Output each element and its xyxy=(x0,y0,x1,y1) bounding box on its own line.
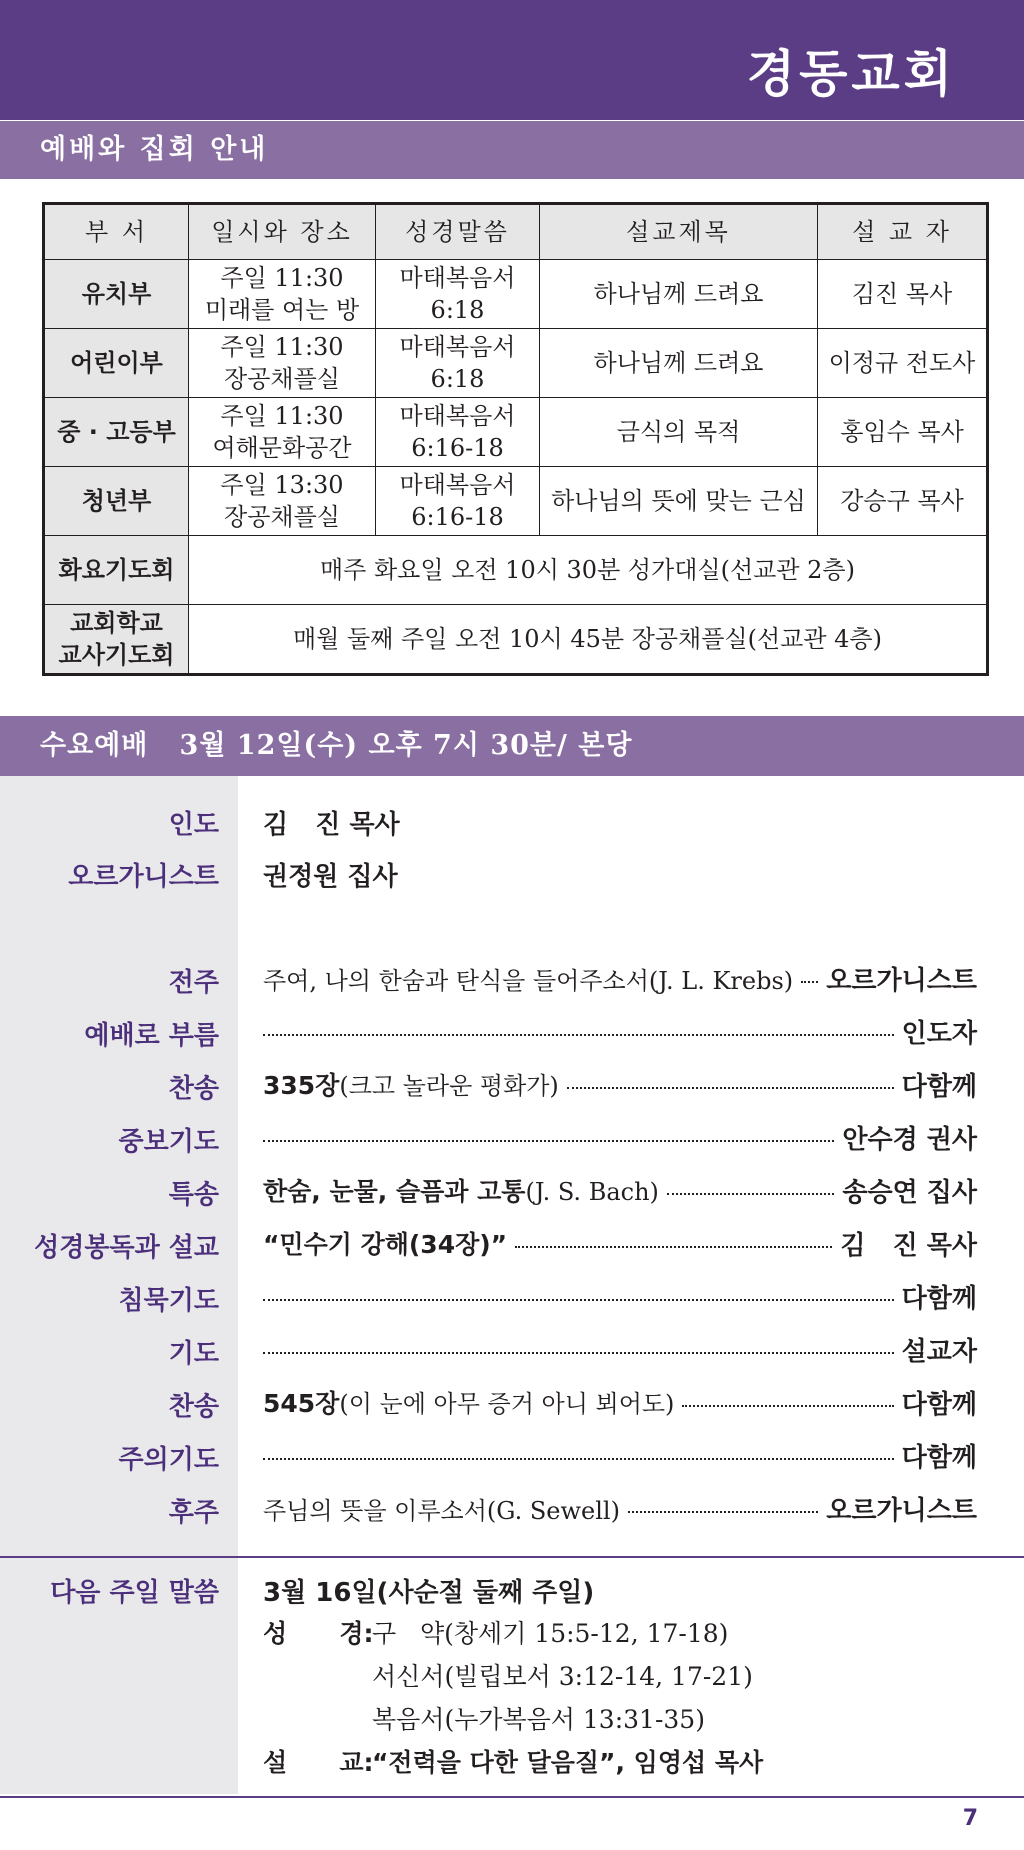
order-label: 주의기도 xyxy=(118,1445,219,1475)
order-line xyxy=(263,961,977,995)
order-who: 다함께 xyxy=(901,1389,977,1420)
order-who: 설교자 xyxy=(901,1336,977,1367)
place-text: 장공채플실 xyxy=(224,503,340,531)
order-who: 다함께 xyxy=(901,1283,977,1314)
order-who: 인도자 xyxy=(901,1018,977,1049)
order-label: 성경봉독과 설교 xyxy=(34,1233,219,1263)
header-sermon-title: 설교제목 xyxy=(540,204,818,260)
scripture-label: 성 경: xyxy=(263,1619,374,1648)
order-line xyxy=(263,1438,977,1472)
leader-dots xyxy=(263,1299,894,1301)
leader-dots xyxy=(682,1405,893,1407)
order-item-bold: 한숨, 눈물, 슬픔과 고통 xyxy=(263,1177,526,1206)
order-who: 안수경 권사 xyxy=(842,1124,977,1155)
dept-cell xyxy=(44,605,189,675)
dept-cell: 청년부 xyxy=(44,467,189,536)
time-place-cell xyxy=(189,398,376,467)
order-who: 다함께 xyxy=(901,1071,977,1102)
section-title-wednesday-service xyxy=(0,716,1024,776)
header-preacher: 설 교 자 xyxy=(818,204,988,260)
order-item-text: (이 눈에 아무 증거 아니 뵈어도) xyxy=(339,1390,675,1418)
order-who: 오르가니스트 xyxy=(826,1495,977,1526)
order-line xyxy=(263,1120,977,1154)
order-label: 후주 xyxy=(168,1498,219,1528)
order-label: 전주 xyxy=(168,968,219,998)
meeting-info-cell: 매월 둘째 주일 오전 10시 45분 장공채플실(선교관 4층) xyxy=(189,605,988,675)
order-line xyxy=(263,1173,977,1207)
dept-line: 교회학교 xyxy=(70,609,163,637)
dept-cell: 어린이부 xyxy=(44,329,189,398)
order-item: 주여, 나의 한숨과 탄식을 들어주소서(J. L. Krebs) xyxy=(263,966,794,995)
order-item xyxy=(263,1066,559,1102)
leader-dots xyxy=(263,1140,834,1142)
place-text: 미래를 여는 방 xyxy=(204,296,360,324)
order-line xyxy=(263,1385,977,1419)
order-item xyxy=(263,1225,507,1261)
order-line xyxy=(263,1226,977,1260)
bible-cell xyxy=(376,398,540,467)
place-text: 장공채플실 xyxy=(224,365,340,393)
top-banner xyxy=(0,0,1024,120)
order-item-bold: “민수기 강해(34장)” xyxy=(263,1230,508,1259)
time-place-cell xyxy=(189,467,376,536)
church-name: 경동교회 xyxy=(746,44,956,103)
order-line xyxy=(263,1014,977,1048)
order-item xyxy=(263,1384,674,1420)
order-item xyxy=(263,1172,659,1208)
leader-label: 인도 xyxy=(168,810,219,840)
bible-verse: 6:16-18 xyxy=(411,503,504,531)
order-who: 김 진 목사 xyxy=(840,1230,977,1261)
order-item-bold: 335장 xyxy=(263,1071,340,1100)
dept-cell: 중 · 고등부 xyxy=(44,398,189,467)
leader-dots xyxy=(567,1087,894,1089)
organist-value: 권정원 집사 xyxy=(263,862,398,892)
leader-dots xyxy=(263,1034,894,1036)
sermon-title-cell: 하나님의 뜻에 맞는 근심 xyxy=(540,467,818,536)
dept-line: 교사기도회 xyxy=(58,641,175,669)
order-label: 침묵기도 xyxy=(118,1286,219,1316)
scripture-ot: 구 약(창세기 15:5-12, 17-18) xyxy=(372,1619,729,1648)
dept-cell: 유치부 xyxy=(44,260,189,329)
table-row xyxy=(44,467,988,536)
order-label: 특송 xyxy=(168,1180,219,1210)
bible-book: 마태복음서 xyxy=(399,264,516,292)
order-label: 찬송 xyxy=(168,1392,219,1422)
order-label: 예배로 부름 xyxy=(84,1021,219,1051)
sermon-label: 설 교: xyxy=(263,1748,374,1777)
leader-dots xyxy=(667,1193,834,1195)
order-line xyxy=(263,1067,977,1101)
bible-book: 마태복음서 xyxy=(399,333,516,361)
sermon-title: “전력을 다한 달음질”, 임영섭 목사 xyxy=(372,1748,764,1777)
bottom-divider xyxy=(0,1796,1024,1798)
page-number: 7 xyxy=(962,1806,978,1831)
time-place-cell xyxy=(189,260,376,329)
time-text: 주일 11:30 xyxy=(220,333,344,361)
order-item-bold: 545장 xyxy=(263,1389,340,1418)
leader-dots xyxy=(263,1458,894,1460)
scripture-epistle: 서신서(빌립보서 3:12-14, 17-21) xyxy=(372,1662,753,1691)
table-row-wide xyxy=(44,605,988,675)
bible-cell xyxy=(376,467,540,536)
table-row xyxy=(44,260,988,329)
time-place-cell xyxy=(189,329,376,398)
table-row xyxy=(44,329,988,398)
order-label: 기도 xyxy=(168,1339,219,1369)
bible-verse: 6:18 xyxy=(430,296,485,324)
order-item-text: (크고 놀라운 평화가) xyxy=(339,1072,559,1100)
next-sunday-date: 3월 16일(사순절 둘째 주일) xyxy=(263,1578,595,1608)
meeting-info-cell: 매주 화요일 오전 10시 30분 성가대실(선교관 2층) xyxy=(189,536,988,605)
dept-cell: 화요기도회 xyxy=(44,536,189,605)
order-item-text: (J. S. Bach) xyxy=(525,1178,659,1206)
bible-book: 마태복음서 xyxy=(399,471,516,499)
leader-dots xyxy=(628,1511,818,1513)
order-who: 오르가니스트 xyxy=(826,965,977,996)
schedule-table xyxy=(42,202,989,676)
time-text: 주일 11:30 xyxy=(220,264,344,292)
order-label: 찬송 xyxy=(168,1074,219,1104)
order-line xyxy=(263,1279,977,1313)
bible-verse: 6:18 xyxy=(430,365,485,393)
sermon-title-cell: 금식의 목적 xyxy=(540,398,818,467)
sermon-title-cell: 하나님께 드려요 xyxy=(540,260,818,329)
sermon-title-cell: 하나님께 드려요 xyxy=(540,329,818,398)
table-header-row xyxy=(44,204,988,260)
organist-label: 오르가니스트 xyxy=(68,862,219,892)
order-line xyxy=(263,1332,977,1366)
order-who: 다함께 xyxy=(901,1442,977,1473)
order-label: 중보기도 xyxy=(118,1127,219,1157)
preacher-cell: 김진 목사 xyxy=(818,260,988,329)
header-bible: 성경말씀 xyxy=(376,204,540,260)
table-row xyxy=(44,398,988,467)
preacher-cell: 이정규 전도사 xyxy=(818,329,988,398)
next-sunday-label: 다음 주일 말씀 xyxy=(50,1578,219,1608)
order-item: 주님의 뜻을 이루소서(G. Sewell) xyxy=(263,1496,620,1525)
header-time-place: 일시와 장소 xyxy=(189,204,376,260)
bible-verse: 6:16-18 xyxy=(411,434,504,462)
order-line xyxy=(263,1491,977,1525)
bible-book: 마태복음서 xyxy=(399,402,516,430)
leader-dots xyxy=(801,981,818,983)
section-title-text: 수요예배 3월 12일(수) 오후 7시 30분/ 본당 xyxy=(40,730,633,761)
time-text: 주일 13:30 xyxy=(220,471,344,499)
preacher-cell: 홍임수 목사 xyxy=(818,398,988,467)
order-who: 송승연 집사 xyxy=(842,1177,977,1208)
leader-dots xyxy=(263,1352,894,1354)
table-row-wide xyxy=(44,536,988,605)
bible-cell xyxy=(376,260,540,329)
preacher-cell: 강승구 목사 xyxy=(818,467,988,536)
place-text: 여해문화공간 xyxy=(212,434,352,462)
section-title-schedule: 예배와 집회 안내 xyxy=(0,121,1024,179)
scripture-gospel: 복음서(누가복음서 13:31-35) xyxy=(372,1705,705,1734)
leader-dots xyxy=(515,1246,832,1248)
leader-value: 김 진 목사 xyxy=(263,810,400,840)
bible-cell xyxy=(376,329,540,398)
time-text: 주일 11:30 xyxy=(220,402,344,430)
header-dept: 부 서 xyxy=(44,204,189,260)
